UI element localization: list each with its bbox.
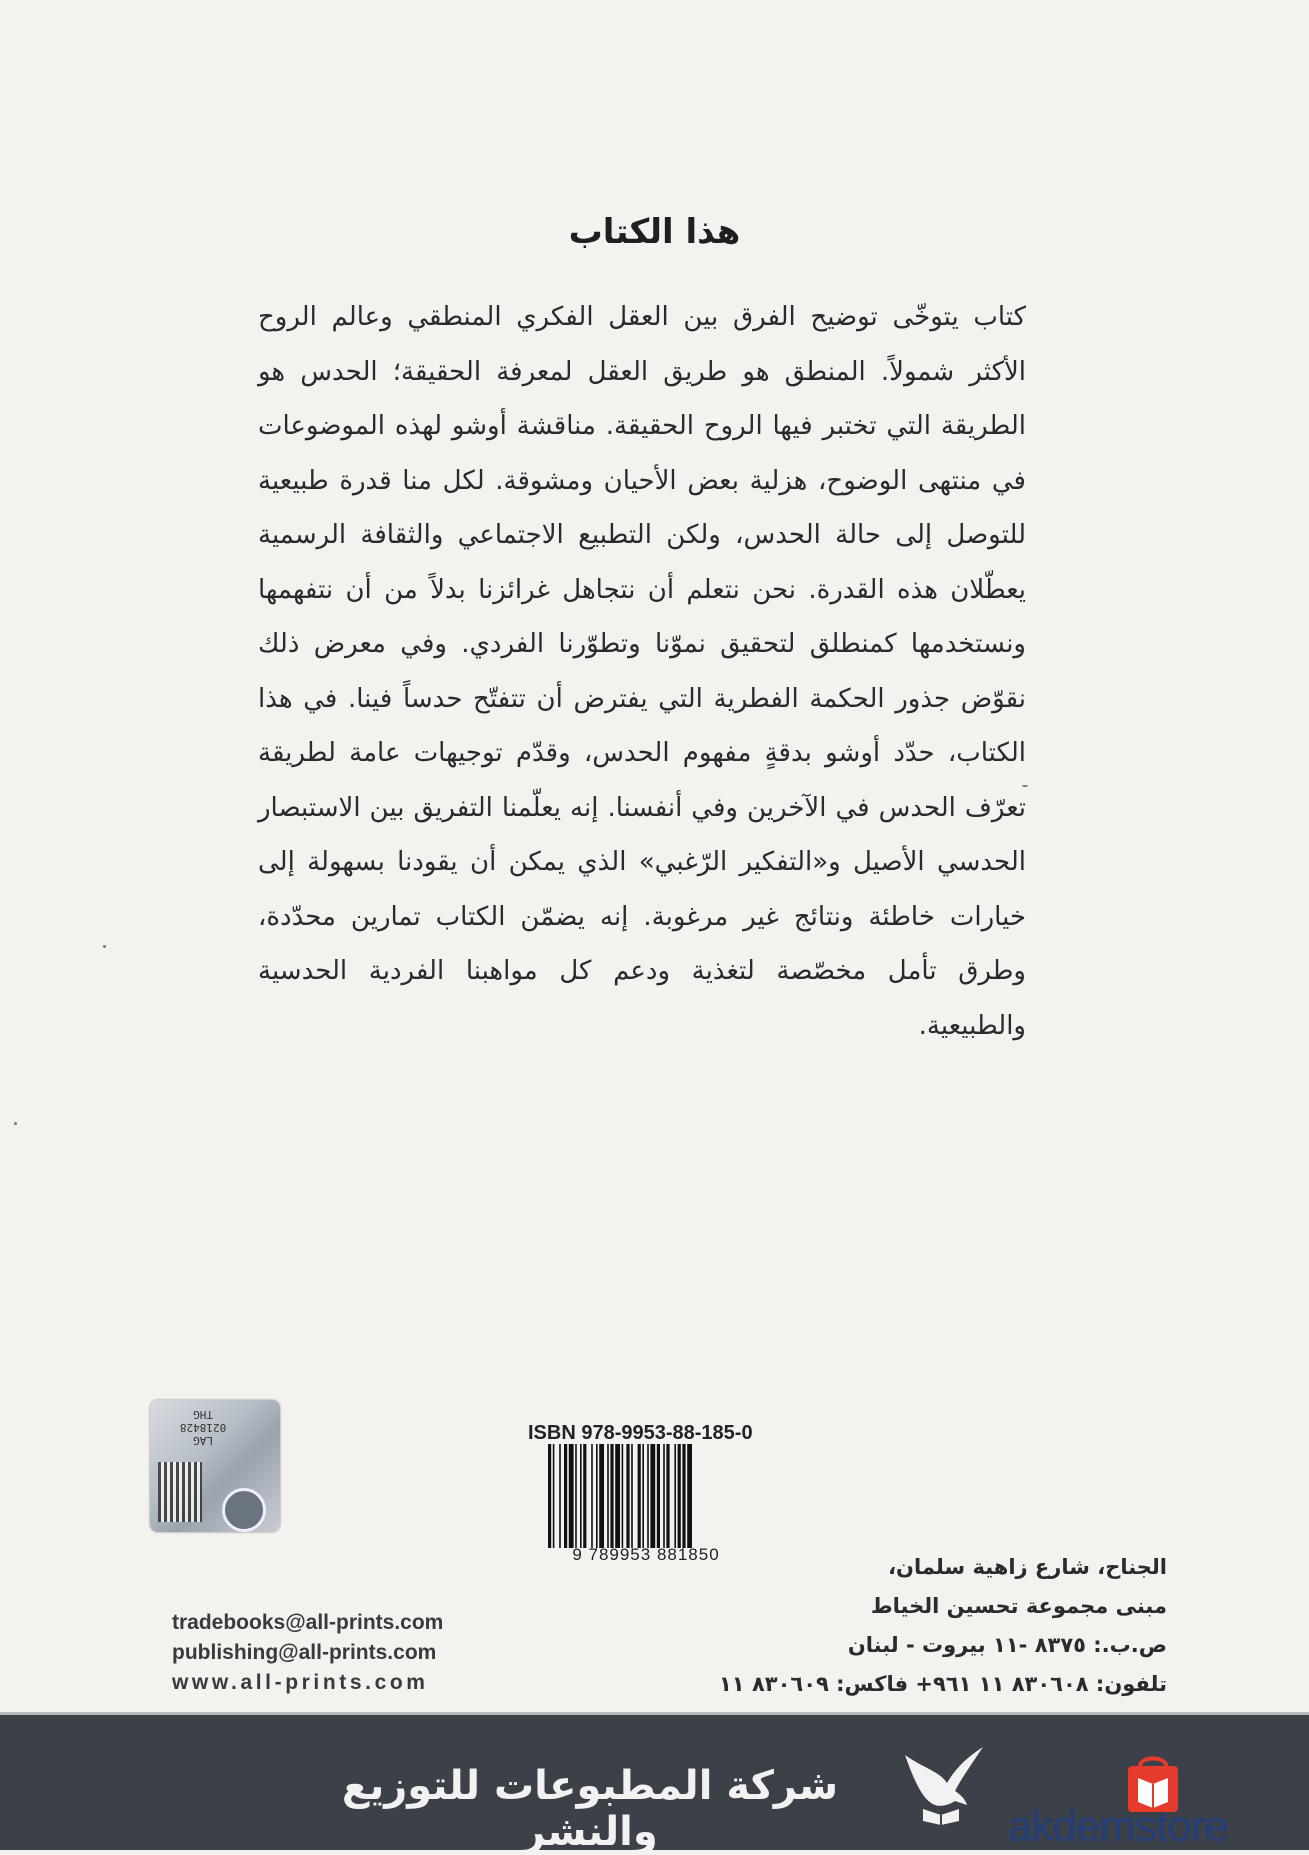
publisher-contacts <box>172 1608 532 1698</box>
sticker-code <box>168 1408 238 1447</box>
publisher-bird-logo-icon <box>895 1735 987 1827</box>
address-line-1: الجناح، شارع زاهية سلمان، <box>888 1555 1167 1579</box>
barcode-bar <box>682 1444 685 1548</box>
barcode-bar <box>678 1444 681 1548</box>
hologram-seal-icon <box>222 1488 266 1532</box>
address-line-2: مبنى مجموعة تحسين الخياط <box>870 1594 1167 1618</box>
book-description: كتاب يتوخّى توضيح الفرق بين العقل الفكري المنطقي وعالم الروح الأكثر شمولاً. المنطق هو طريق العقل لمعرفة الحقيقة؛ الحدس هو الطريقة التي تختبر فيها الروح الحقيقة. مناقشة أوشو لهذه الموضوعات في منتهى الوضوح، هزلية بعض الأحيان ومشوقة. لكل منا قدرة طبيعية للتوصل إلى حالة الحدس، ولكن التطبيع الاجتماعي والثقافة الرسمية يعطّلان هذه القدرة. نحن نتعلم أن نتجاهل غرائزنا بدلاً من أن نتفهمها ونستخدمها كمنطلق لتحقيق نموّنا وتطوّرنا الفردي. وفي معرض ذلك نقوّض جذور الحكمة الفطرية التي يفترض أن تتفتّح حدساً فينا. في هذا الكتاب، حدّد أوشو بدقةٍ مفهوم الحدس، وقدّم توجيهات عامة لطريقة تعرّف الحدس في الآخرين وفي أنفسنا. إنه يعلّمنا التفريق بين الاستبصار الحدسي الأصيل و«التفكير الرّغبي» الذي يمكن أن يقودنا بسهولة إلى خيارات خاطئة ونتائج غير مرغوبة. إنه يضمّن الكتاب تمارين محدّدة، وطرق تأمل مخصّصة لتغذية ودعم كل مواهبنا الفردية الحدسية والطبيعية. <box>258 302 1026 1041</box>
barcode-bar <box>674 1444 676 1548</box>
barcode-bar <box>599 1444 604 1548</box>
barcode-bar <box>657 1444 660 1548</box>
barcode-bar <box>642 1444 644 1548</box>
qr-code <box>158 1462 202 1522</box>
barcode-bar <box>564 1444 567 1548</box>
barcode-bar <box>607 1444 609 1548</box>
isbn-label: ISBN 978-9953-88-185-0 <box>528 1422 753 1444</box>
sticker-line-2: 0218428 <box>179 1421 227 1434</box>
barcode-bar <box>663 1444 665 1548</box>
barcode-bar <box>650 1444 655 1548</box>
barcode-digits: 9 789953 881850 <box>572 1545 720 1564</box>
hologram-sticker <box>150 1400 280 1532</box>
barcode <box>548 1444 748 1548</box>
section-title: هذا الكتاب <box>568 212 741 252</box>
barcode-bar <box>591 1444 593 1548</box>
website-link[interactable]: www.all-prints.com <box>172 1671 429 1694</box>
barcode-bar <box>631 1444 633 1548</box>
barcode-bar <box>548 1444 551 1548</box>
barcode-bar <box>687 1444 692 1548</box>
barcode-bar <box>583 1444 586 1548</box>
barcode-bar <box>559 1444 561 1548</box>
sticker-line-1: LAG <box>193 1434 213 1447</box>
trade-email[interactable]: tradebooks@all-prints.com <box>172 1611 444 1634</box>
publishing-email[interactable]: publishing@all-prints.com <box>172 1641 437 1664</box>
barcode-bar <box>575 1444 577 1548</box>
address-line-3: ص.ب.: ٨٣٧٥ -١١ بيروت - لبنان <box>847 1633 1167 1657</box>
barcode-bar <box>569 1444 574 1548</box>
sticker-line-3: THG <box>193 1408 213 1421</box>
barcode-bar <box>638 1444 641 1548</box>
store-watermark: akdemstore <box>1008 1804 1228 1850</box>
barcode-bar <box>596 1444 598 1548</box>
barcode-bar <box>647 1444 649 1548</box>
barcode-bar <box>622 1444 624 1548</box>
barcode-bar <box>553 1444 555 1548</box>
publisher-name: شركة المطبوعات للتوزيع والنشر <box>341 1763 839 1855</box>
barcode-bar <box>610 1444 613 1548</box>
barcode-bar <box>580 1444 582 1548</box>
barcode-bar <box>615 1444 620 1548</box>
address-line-4: تلفون: ٨٣٠٦٠٨ ١١ ٩٦١+ فاكس: ٨٣٠٦٠٩ ١١ <box>718 1672 1167 1696</box>
barcode-bar <box>666 1444 669 1548</box>
barcode-bar <box>626 1444 629 1548</box>
